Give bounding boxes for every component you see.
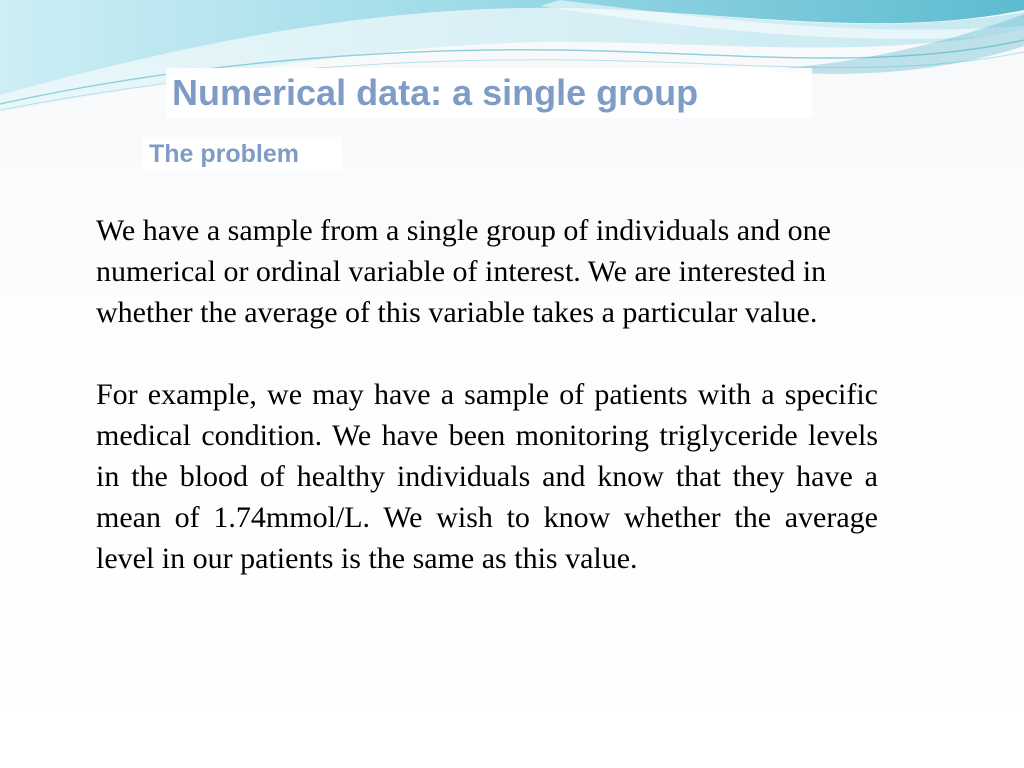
body-paragraph-example: For example, we may have a sample of patients with a specific medical condition. We have been monitoring triglyceride levels in the blood of healthy individuals and know that they have a mean of 1.74mmol/L. We wish to know whether the average level in our patients is the same as this value. — [96, 378, 878, 575]
body-paragraph-problem: We have a sample from a single group of individuals and one numerical or ordinal variable of interest. We are interested in whether the average of this variable takes a particular value. — [96, 214, 831, 329]
slide-subtitle: The problem — [149, 140, 300, 168]
slide-body — [96, 210, 878, 579]
slide-title: Numerical data: a single group — [172, 72, 699, 113]
